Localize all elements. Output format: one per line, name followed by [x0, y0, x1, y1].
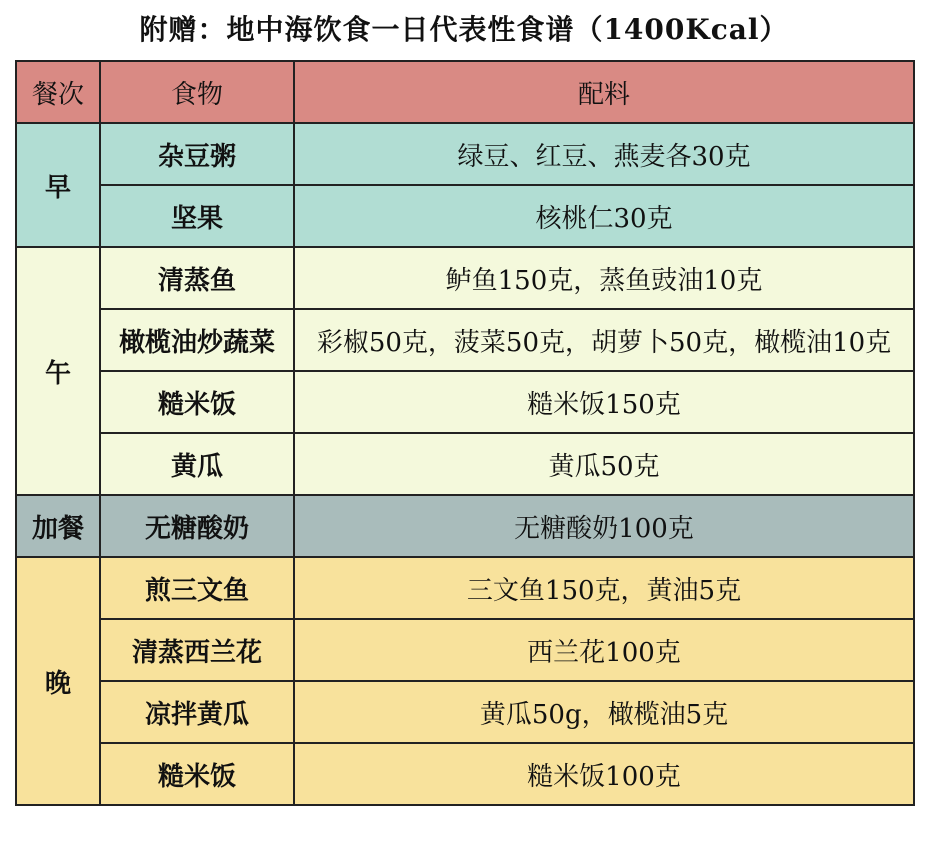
table-row: [16, 495, 914, 557]
ingredients-cell: 黄瓜50克: [294, 433, 914, 495]
table-row: [16, 557, 914, 619]
food-cell: 清蒸西兰花: [100, 619, 294, 681]
table-header-row: [16, 61, 914, 123]
header-food: 食物: [100, 61, 294, 123]
ingredients-cell: 绿豆、红豆、燕麦各30克: [294, 123, 914, 185]
ingredients-cell: 彩椒50克，菠菜50克，胡萝卜50克，橄榄油10克: [294, 309, 914, 371]
food-cell: 无糖酸奶: [100, 495, 294, 557]
table-row: [16, 619, 914, 681]
header-meal: 餐次: [16, 61, 100, 123]
table-row: [16, 433, 914, 495]
ingredients-cell: 核桃仁30克: [294, 185, 914, 247]
recipe-table: [15, 60, 915, 806]
ingredients-cell: 三文鱼150克，黄油5克: [294, 557, 914, 619]
ingredients-cell: 无糖酸奶100克: [294, 495, 914, 557]
table-row: [16, 123, 914, 185]
meal-lunch: 午: [16, 247, 100, 495]
meal-snack: 加餐: [16, 495, 100, 557]
table-row: [16, 309, 914, 371]
ingredients-cell: 糙米饭150克: [294, 371, 914, 433]
meal-dinner: 晚: [16, 557, 100, 805]
table-row: [16, 185, 914, 247]
table-row: [16, 371, 914, 433]
food-cell: 煎三文鱼: [100, 557, 294, 619]
ingredients-cell: 糙米饭100克: [294, 743, 914, 805]
food-cell: 橄榄油炒蔬菜: [100, 309, 294, 371]
food-cell: 清蒸鱼: [100, 247, 294, 309]
ingredients-cell: 鲈鱼150克，蒸鱼豉油10克: [294, 247, 914, 309]
food-cell: 凉拌黄瓜: [100, 681, 294, 743]
ingredients-cell: 西兰花100克: [294, 619, 914, 681]
food-cell: 杂豆粥: [100, 123, 294, 185]
page-title: 附赠：地中海饮食一日代表性食谱（1400Kcal）: [139, 13, 789, 46]
food-cell: 坚果: [100, 185, 294, 247]
ingredients-cell: 黄瓜50g，橄榄油5克: [294, 681, 914, 743]
food-cell: 黄瓜: [100, 433, 294, 495]
table-row: [16, 681, 914, 743]
table-row: [16, 743, 914, 805]
meal-breakfast: 早: [16, 123, 100, 247]
table-row: [16, 247, 914, 309]
header-ingredients: 配料: [294, 61, 914, 123]
food-cell: 糙米饭: [100, 743, 294, 805]
food-cell: 糙米饭: [100, 371, 294, 433]
